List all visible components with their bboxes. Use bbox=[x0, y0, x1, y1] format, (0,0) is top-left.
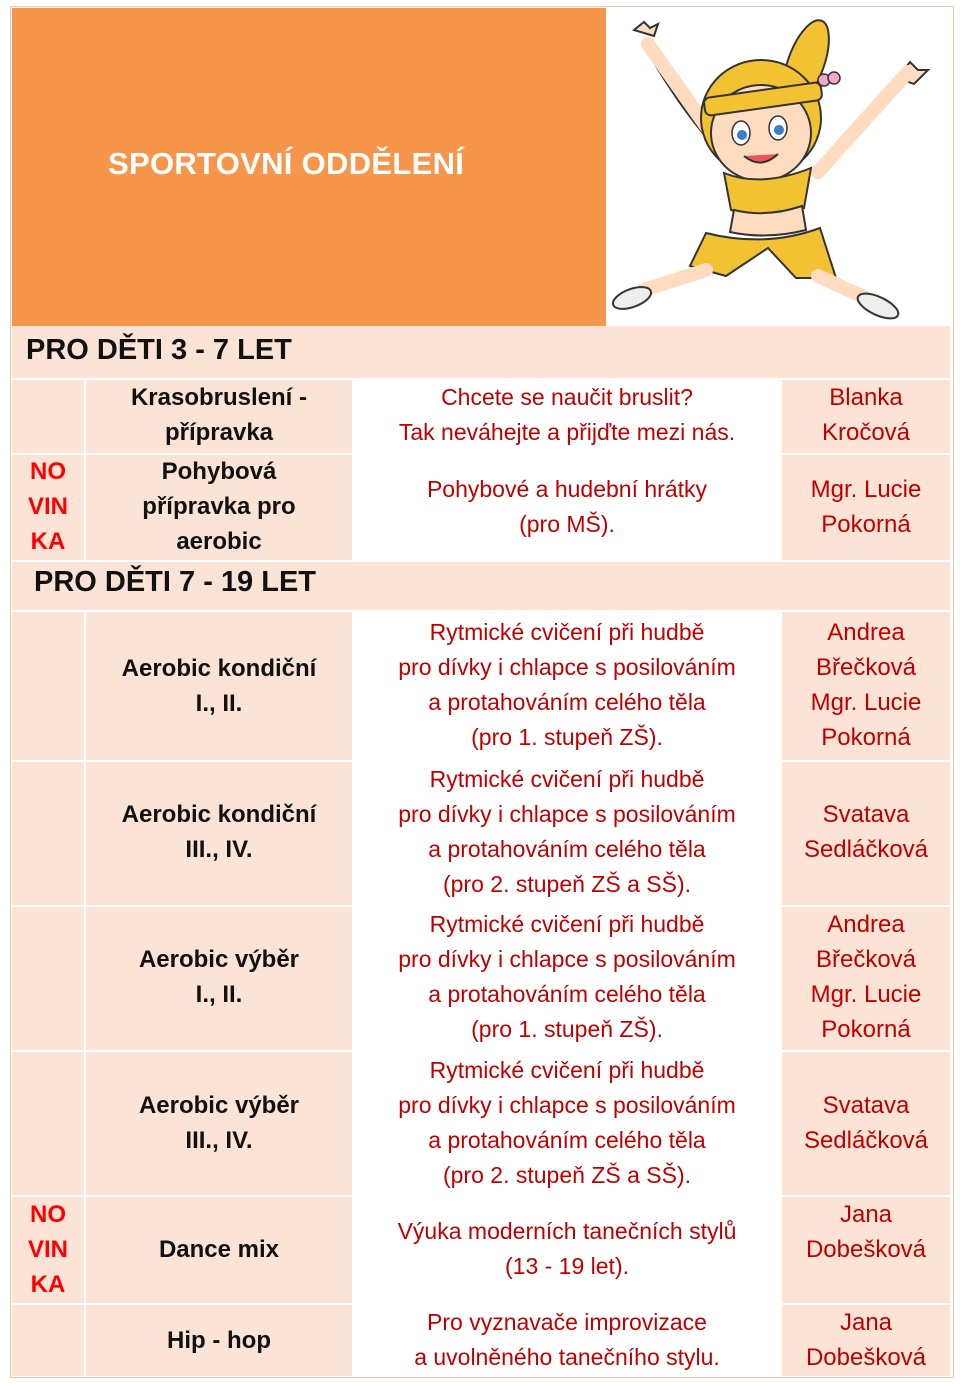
program-name: Dance mix bbox=[158, 1236, 280, 1263]
novinka-badge: NO VIN KA bbox=[27, 458, 68, 555]
aerobic-girl-icon bbox=[606, 8, 946, 326]
program-teacher: Blanka Kročová bbox=[821, 384, 911, 446]
program-name: Krasobruslení - přípravka bbox=[130, 384, 308, 446]
program-name: Hip - hop bbox=[167, 1327, 271, 1354]
section-band bbox=[12, 326, 950, 380]
program-teacher: Jana Dobešková bbox=[805, 1309, 927, 1371]
section-band bbox=[12, 562, 950, 612]
program-teacher: Svatava Sedláčková bbox=[803, 1092, 929, 1154]
page-title: SPORTOVNÍ ODDĚLENÍ bbox=[108, 146, 465, 181]
program-description: Rytmické cvičení při hudbě pro dívky i chlapce s posilováním a protahováním celého těla (pro 2. stupeň ZŠ a SŠ). bbox=[398, 766, 736, 897]
program-name: Aerobic kondiční I., II. bbox=[121, 655, 317, 717]
novinka-badge: NO VIN KA bbox=[27, 1201, 68, 1298]
program-description: Pohybové a hudební hrátky (pro MŠ). bbox=[426, 476, 708, 537]
program-teacher: Andrea Břečková Mgr. Lucie Pokorná bbox=[810, 911, 922, 1043]
header-band-gap bbox=[578, 8, 608, 326]
program-teacher: Andrea Břečková Mgr. Lucie Pokorná bbox=[810, 619, 922, 751]
program-name: Aerobic výběr III., IV. bbox=[138, 1092, 300, 1154]
program-description: Pro vyznavače improvizace a uvolněného tanečního stylu. bbox=[414, 1309, 720, 1370]
row-divider bbox=[12, 1050, 950, 1052]
program-description: Chcete se naučit bruslit? Tak neváhejte a přijďte mezi nás. bbox=[398, 384, 736, 445]
program-description: Rytmické cvičení při hudbě pro dívky i chlapce s posilováním a protahováním celého těla (pro 1. stupeň ZŠ). bbox=[398, 911, 736, 1042]
program-description: Výuka moderních tanečních stylů (13 - 19 let). bbox=[397, 1218, 737, 1279]
program-teacher: Jana Dobešková bbox=[805, 1201, 927, 1263]
program-description: Rytmické cvičení při hudbě pro dívky i chlapce s posilováním a protahováním celého těla (pro 1. stupeň ZŠ). bbox=[398, 619, 736, 750]
program-description: Rytmické cvičení při hudbě pro dívky i chlapce s posilováním a protahováním celého těla (pro 2. stupeň ZŠ a SŠ). bbox=[398, 1057, 736, 1188]
program-name: Aerobic kondiční III., IV. bbox=[121, 801, 317, 863]
program-teacher: Svatava Sedláčková bbox=[803, 801, 929, 863]
section-title: PRO DĚTI 7 - 19 LET bbox=[34, 566, 316, 598]
program-teacher: Mgr. Lucie Pokorná bbox=[810, 476, 922, 538]
program-name: Aerobic výběr I., II. bbox=[138, 946, 300, 1008]
section-title: PRO DĚTI 3 - 7 LET bbox=[26, 334, 292, 366]
program-name: Pohybová přípravka pro aerobic bbox=[142, 458, 296, 555]
